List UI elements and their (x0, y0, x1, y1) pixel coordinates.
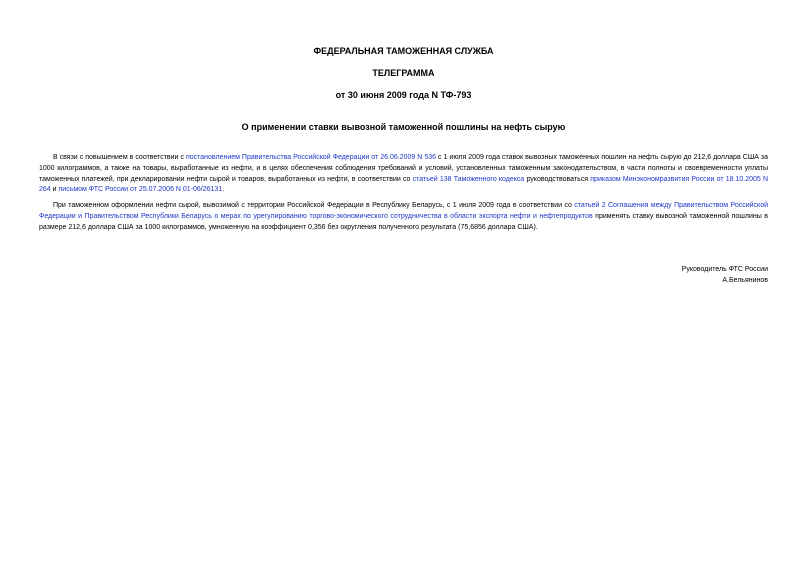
document-type: ТЕЛЕГРАММА (372, 68, 435, 78)
agency-title: ФЕДЕРАЛЬНАЯ ТАМОЖЕННАЯ СЛУЖБА (313, 46, 494, 56)
document-date-number: от 30 июня 2009 года N ТФ-793 (335, 90, 472, 100)
signature-title: Руководитель ФТС России (681, 266, 768, 273)
paragraph-1-text-2: с 1 июля 2009 года ставок вывозных таможенных пошлин на нефть сырую до 212,6 доллара США за 1000 килограммов, а также на товары, выработанные из нефти, и в целях обеспечения соблюдения требований и условий, установленных таможенным законодательством, в части полноты и своевременности уплаты таможенных платежей, при декларировании нефти сырой и товаров, выработанных из нефти, в соответствии со (39, 154, 769, 183)
paragraph-1-text-3: руководствоваться (524, 175, 591, 183)
signature-name: А.Бельянинов (722, 277, 768, 284)
paragraph-2-text-2: применять ставку вывозной таможенной пошлины в размере 212,6 доллара США за 1000 килограммов, умноженную на коэффициент 0,356 без округления полученного результата (75,6856 доллара США). (39, 212, 769, 231)
link-mineconomy-order-264[interactable]: приказом Минэкономразвития России от 18.10.2005 N 264 (39, 175, 769, 194)
link-government-decree-536[interactable]: постановлением Правительства Российской Федерации от 26.06.2009 N 536 (185, 154, 437, 161)
paragraph-2-text-1: При таможенном оформлении нефти сырой, вывозимой с территории Российской Федерации в Республику Беларусь, с 1 июля 2009 года в соответствии со (53, 202, 575, 209)
paragraph-1-text-4: и (50, 186, 59, 194)
paragraph-1 (39, 153, 768, 196)
paragraph-1-text-1: В связи с повышением в соответствии с (53, 154, 186, 161)
link-russia-belarus-agreement-article-2[interactable]: статьей 2 Соглашения между Правительством Российской Федерации и Правительством Республики Беларусь о мерах по урегулированию торгово-экономического сотрудничества в области экспорта нефти и нефтепродуктов (39, 202, 768, 220)
document-subject: О применении ставки вывозной таможенной пошлины на нефть сырую (241, 122, 566, 132)
link-customs-code-article-138[interactable]: статьей 138 Таможенного кодекса (412, 175, 525, 183)
paragraph-2 (39, 201, 768, 233)
link-fts-letter-01-06-26131[interactable]: письмом ФТС России от 25.07.2006 N 01-06/26131 (58, 186, 223, 194)
paragraph-1-text-5: . (222, 186, 225, 194)
